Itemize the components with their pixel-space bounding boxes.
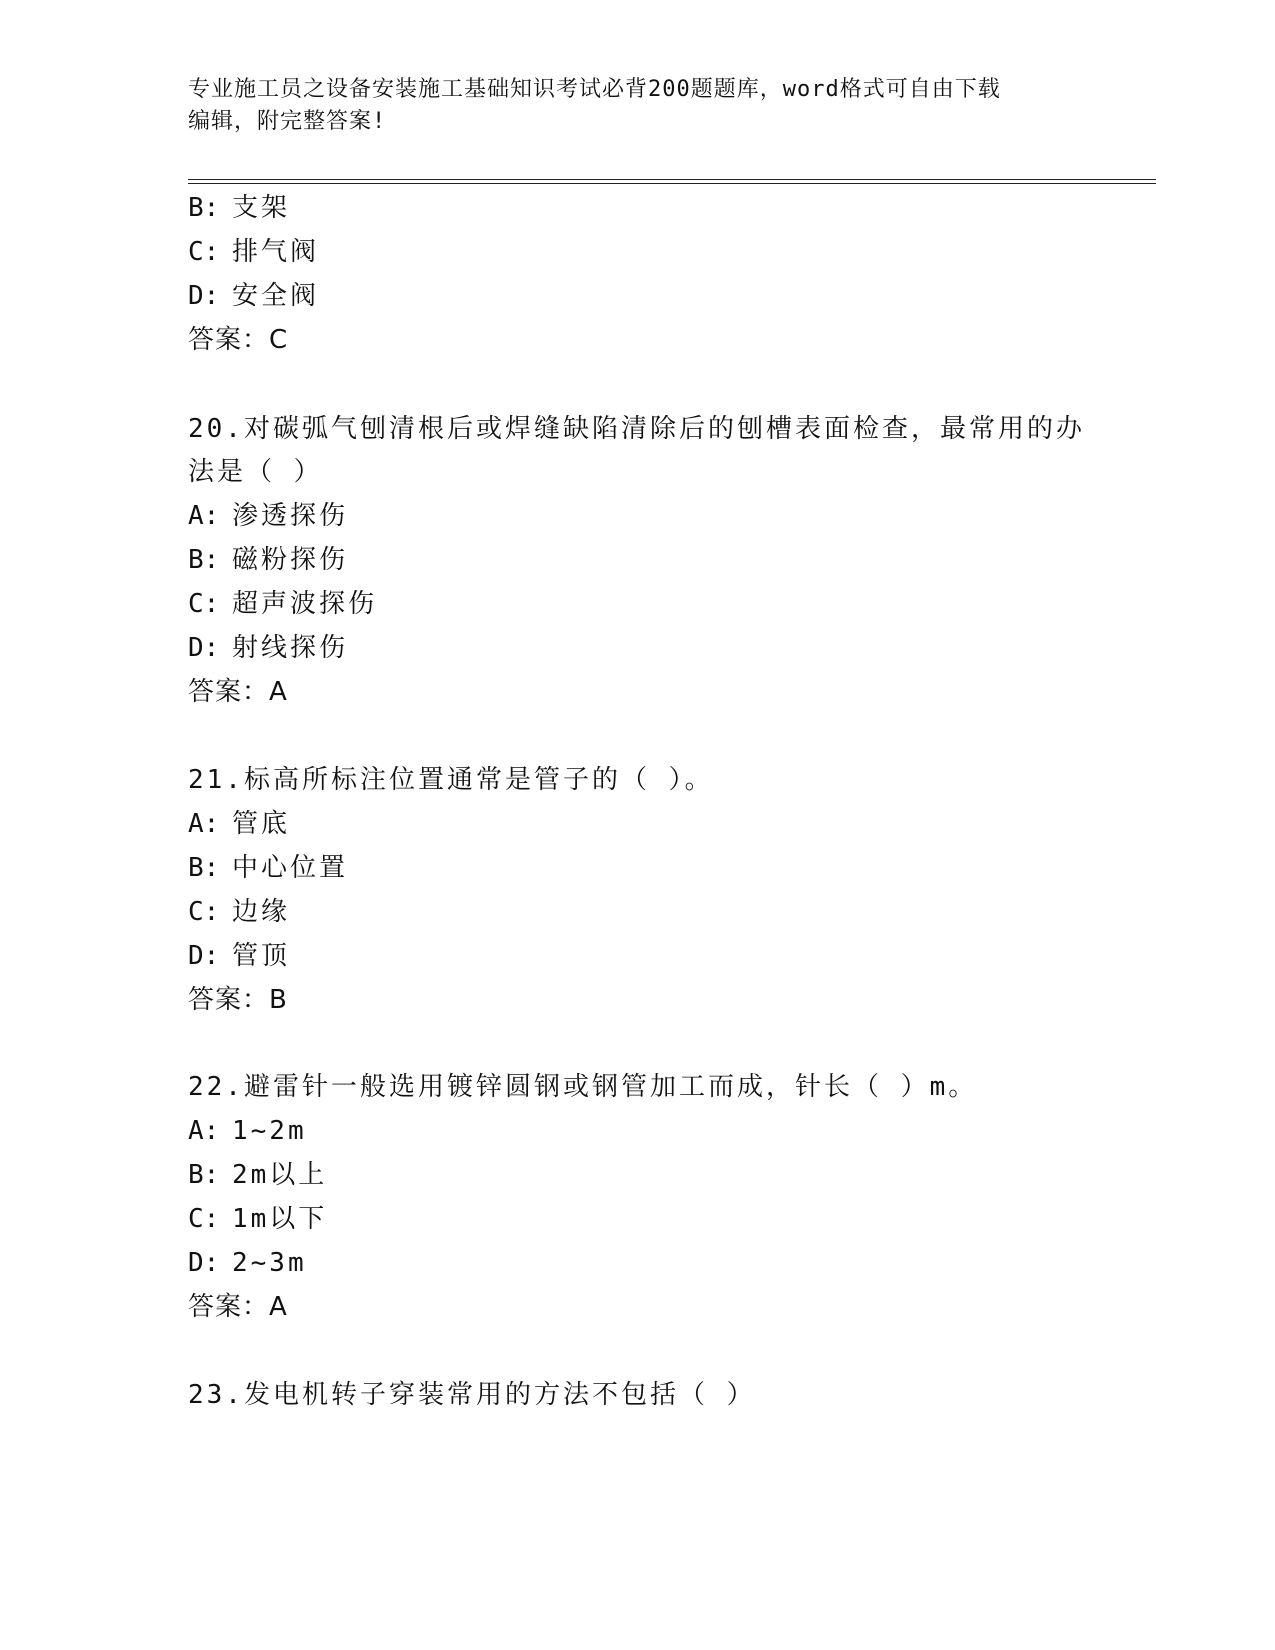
option-letter: B: — [188, 1160, 220, 1190]
q20-answer: 答案：A — [188, 677, 288, 707]
option-text: 2~3m — [232, 1248, 307, 1278]
option-letter: A: — [188, 809, 220, 839]
q20-option-a — [188, 499, 348, 533]
option-text: 排气阀 — [232, 237, 320, 267]
header-divider-top — [188, 179, 1156, 180]
option-letter: D: — [188, 1248, 220, 1278]
option-letter: D: — [188, 281, 220, 311]
option-text: 1~2m — [232, 1116, 307, 1146]
option-text: 超声波探伤 — [232, 589, 378, 619]
q22-answer: 答案：A — [188, 1292, 288, 1322]
option-letter: D: — [188, 633, 220, 663]
q20-stem-line-2: 法是（ ） — [188, 457, 323, 487]
q19-option-c — [188, 235, 319, 269]
option-text: 支架 — [232, 193, 291, 223]
option-text: 管底 — [232, 809, 291, 839]
q22-option-c — [188, 1202, 327, 1236]
option-text: 磁粉探伤 — [232, 545, 349, 575]
option-letter: D: — [188, 941, 220, 971]
q22-option-b — [188, 1158, 327, 1192]
q22-option-a — [188, 1114, 307, 1148]
q22-option-d — [188, 1246, 307, 1280]
q19-answer: 答案：C — [188, 325, 289, 355]
option-letter: C: — [188, 589, 220, 619]
option-text: 渗透探伤 — [232, 501, 349, 531]
option-text: 射线探伤 — [232, 633, 349, 663]
option-text: 边缘 — [232, 897, 291, 927]
option-letter: B: — [188, 853, 220, 883]
q21-option-c — [188, 895, 290, 929]
q22-stem-line-1: 22.避雷针一般选用镀锌圆钢或钢管加工而成，针长（ ）m。 — [188, 1072, 978, 1102]
q19-option-b — [188, 191, 290, 225]
q20-stem-line-1: 20.对碳弧气刨清根后或焊缝缺陷清除后的刨槽表面检查，最常用的办 — [188, 414, 1085, 444]
option-letter: C: — [188, 897, 220, 927]
q20-option-d — [188, 631, 348, 665]
q21-stem-line-1: 21.标高所标注位置通常是管子的（ ）。 — [188, 765, 714, 795]
option-text: 管顶 — [232, 941, 291, 971]
q20-option-c — [188, 587, 377, 621]
header-line-2: 编辑，附完整答案! — [188, 109, 387, 134]
option-letter: A: — [188, 1116, 220, 1146]
option-letter: A: — [188, 501, 220, 531]
option-text: 中心位置 — [232, 853, 349, 883]
option-text: 2m以上 — [232, 1160, 328, 1190]
option-letter: B: — [188, 193, 220, 223]
document-header — [188, 74, 1088, 138]
q20-option-b — [188, 543, 348, 577]
q21-option-d — [188, 939, 290, 973]
header-line-1: 专业施工员之设备安装施工基础知识考试必背200题题库，word格式可自由下载 — [188, 77, 1001, 102]
header-divider-bottom — [188, 183, 1156, 184]
q19-option-d — [188, 279, 319, 313]
option-letter: B: — [188, 545, 220, 575]
option-text: 安全阀 — [232, 281, 320, 311]
q21-answer: 答案：B — [188, 985, 288, 1015]
q21-option-b — [188, 851, 348, 885]
option-text: 1m以下 — [232, 1204, 328, 1234]
q23-stem-line-1: 23.发电机转子穿装常用的方法不包括（ ） — [188, 1380, 756, 1410]
option-letter: C: — [188, 1204, 220, 1234]
q21-option-a — [188, 807, 290, 841]
option-letter: C: — [188, 237, 220, 267]
